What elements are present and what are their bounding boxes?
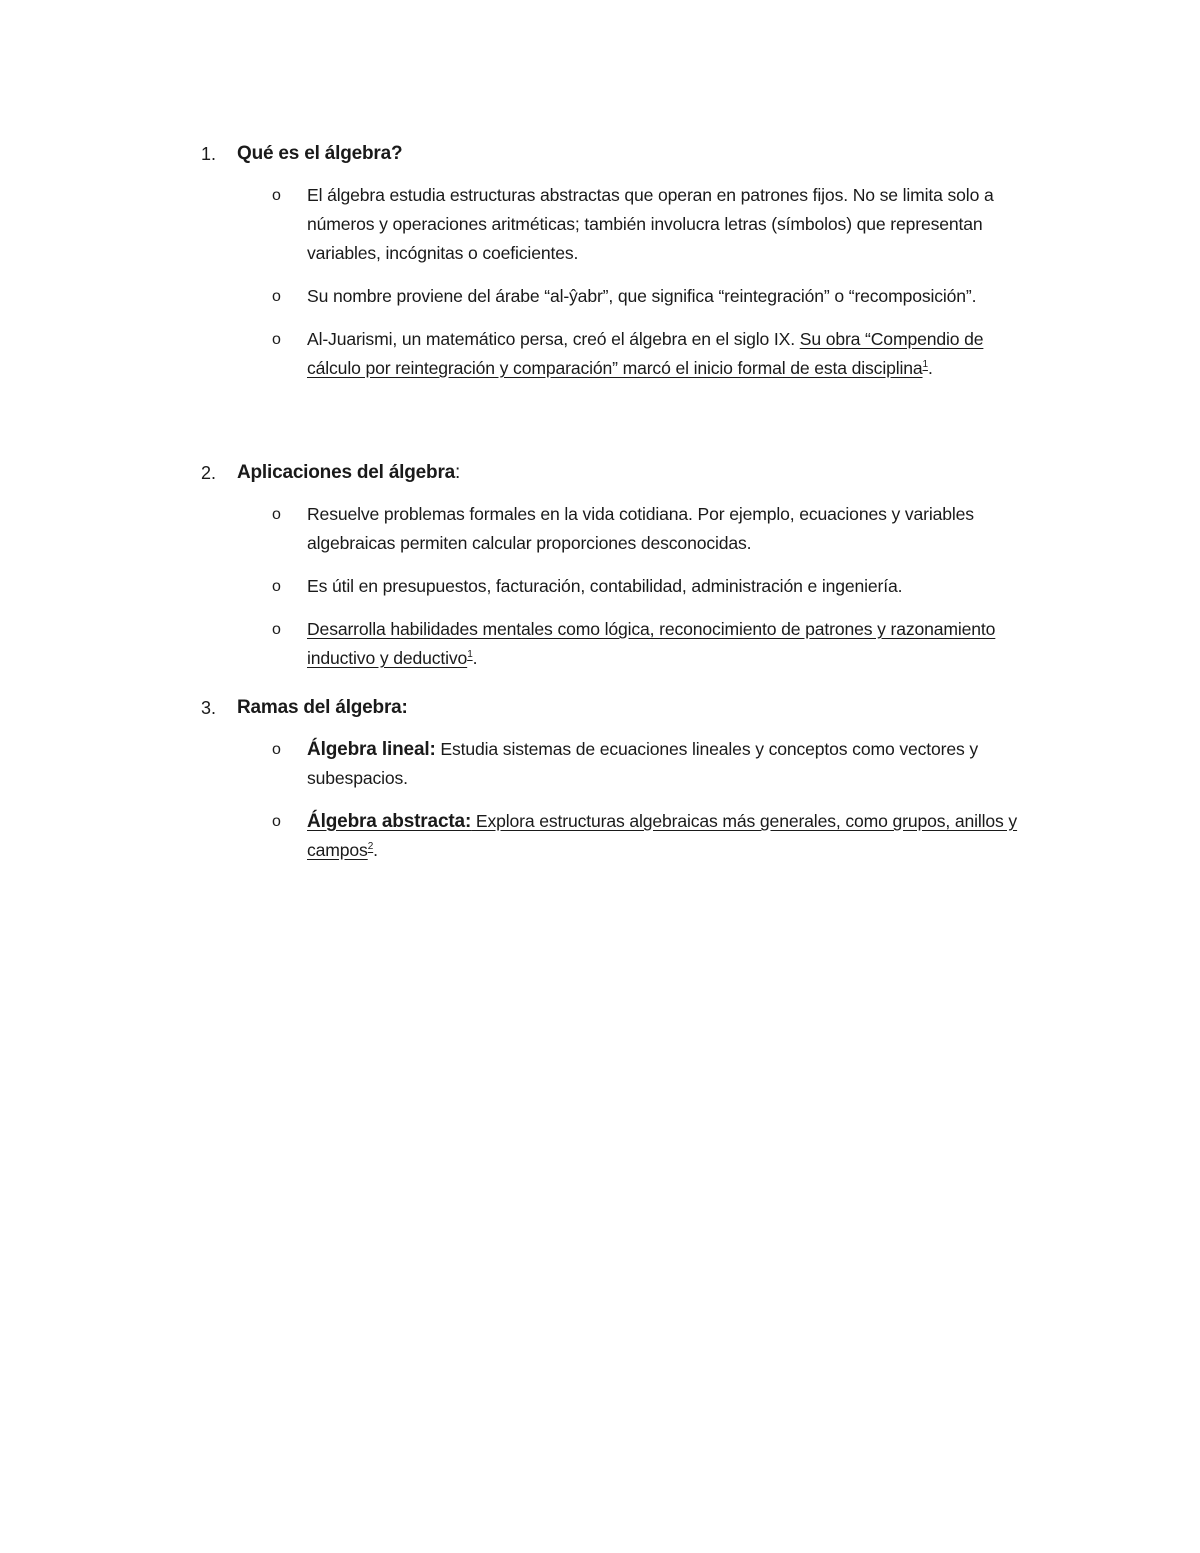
- section-applications: [0, 458, 1200, 687]
- footnote-marker: 1: [922, 359, 928, 371]
- list-item: [0, 615, 1200, 673]
- underlined-text: Desarrolla habilidades mentales como lógica, reconocimiento de patrones y razonamiento inductivo y deductivo: [307, 619, 996, 668]
- plain-text: Al-Juarismi, un matemático persa, creó el álgebra en el siglo IX.: [307, 329, 800, 349]
- item-text: [307, 615, 1037, 673]
- list-item: [0, 807, 1200, 865]
- section-heading-colon: :: [455, 462, 461, 483]
- sentence-end: .: [927, 358, 933, 378]
- underlined-text: Explora estructuras algebraicas más generales, como grupos, anillos y campos: [307, 811, 1018, 860]
- section-heading-text: Aplicaciones del álgebra: [237, 462, 456, 483]
- bullet-marker: o: [272, 331, 281, 348]
- list-number: 3.: [201, 698, 217, 718]
- item-text: Es útil en presupuestos, facturación, contabilidad, administración e ingeniería.: [307, 576, 903, 596]
- list-item: [0, 735, 1200, 793]
- sentence-end: .: [472, 648, 478, 668]
- item-text: Resuelve problemas formales en la vida cotidiana. Por ejemplo, ecuaciones y variables algebraicas permiten calcular proporciones desconocidas.: [307, 504, 974, 553]
- section-header: [0, 139, 1200, 169]
- bullet-marker: o: [272, 578, 281, 595]
- item-text: [307, 807, 1037, 865]
- section-heading: Qué es el álgebra?: [237, 143, 403, 164]
- list-number: 2.: [201, 463, 217, 483]
- bullet-marker: o: [272, 621, 281, 638]
- section-heading: Ramas del álgebra:: [237, 697, 408, 718]
- list-item: [0, 181, 1200, 268]
- item-text: [307, 325, 1037, 383]
- bullet-marker: o: [272, 741, 281, 758]
- list-item: [0, 325, 1200, 383]
- term-description: Estudia sistemas de ecuaciones lineales y conceptos como vectores y subespacios.: [307, 739, 979, 788]
- list-number: 1.: [201, 144, 217, 164]
- list-item: [0, 282, 1200, 311]
- bullet-marker: o: [272, 288, 281, 305]
- sentence-end: .: [373, 840, 378, 860]
- item-text: [307, 735, 1037, 793]
- list-item: [0, 572, 1200, 601]
- term-label: Álgebra abstracta:: [307, 811, 472, 832]
- section-what-is-algebra: [0, 139, 1200, 397]
- bullet-list: [0, 735, 1200, 865]
- section-header: [0, 693, 1200, 723]
- term-label: Álgebra lineal:: [307, 739, 436, 760]
- footnote-marker: 2: [367, 841, 374, 853]
- item-text: Su nombre proviene del árabe “al-ŷabr”, que significa “reintegración” o “recomposición”.: [307, 286, 977, 306]
- bullet-marker: o: [272, 813, 281, 830]
- footnote-marker: 1: [467, 649, 473, 661]
- item-text: El álgebra estudia estructuras abstractas que operan en patrones fijos. No se limita solo a números y operaciones aritméticas; también involucra letras (símbolos) que representan variables, incógnitas o coeficientes.: [307, 185, 994, 263]
- underlined-text: Su obra “Compendio de cálculo por reintegración y comparación” marcó el inicio formal de esta disciplina: [307, 329, 984, 378]
- bullet-list: [0, 500, 1200, 673]
- bullet-marker: o: [272, 187, 281, 204]
- list-item: [0, 500, 1200, 558]
- section-branches: [0, 693, 1200, 879]
- section-header: [0, 458, 1200, 488]
- bullet-list: [0, 181, 1200, 383]
- bullet-marker: o: [272, 506, 281, 523]
- section-heading: [237, 458, 460, 488]
